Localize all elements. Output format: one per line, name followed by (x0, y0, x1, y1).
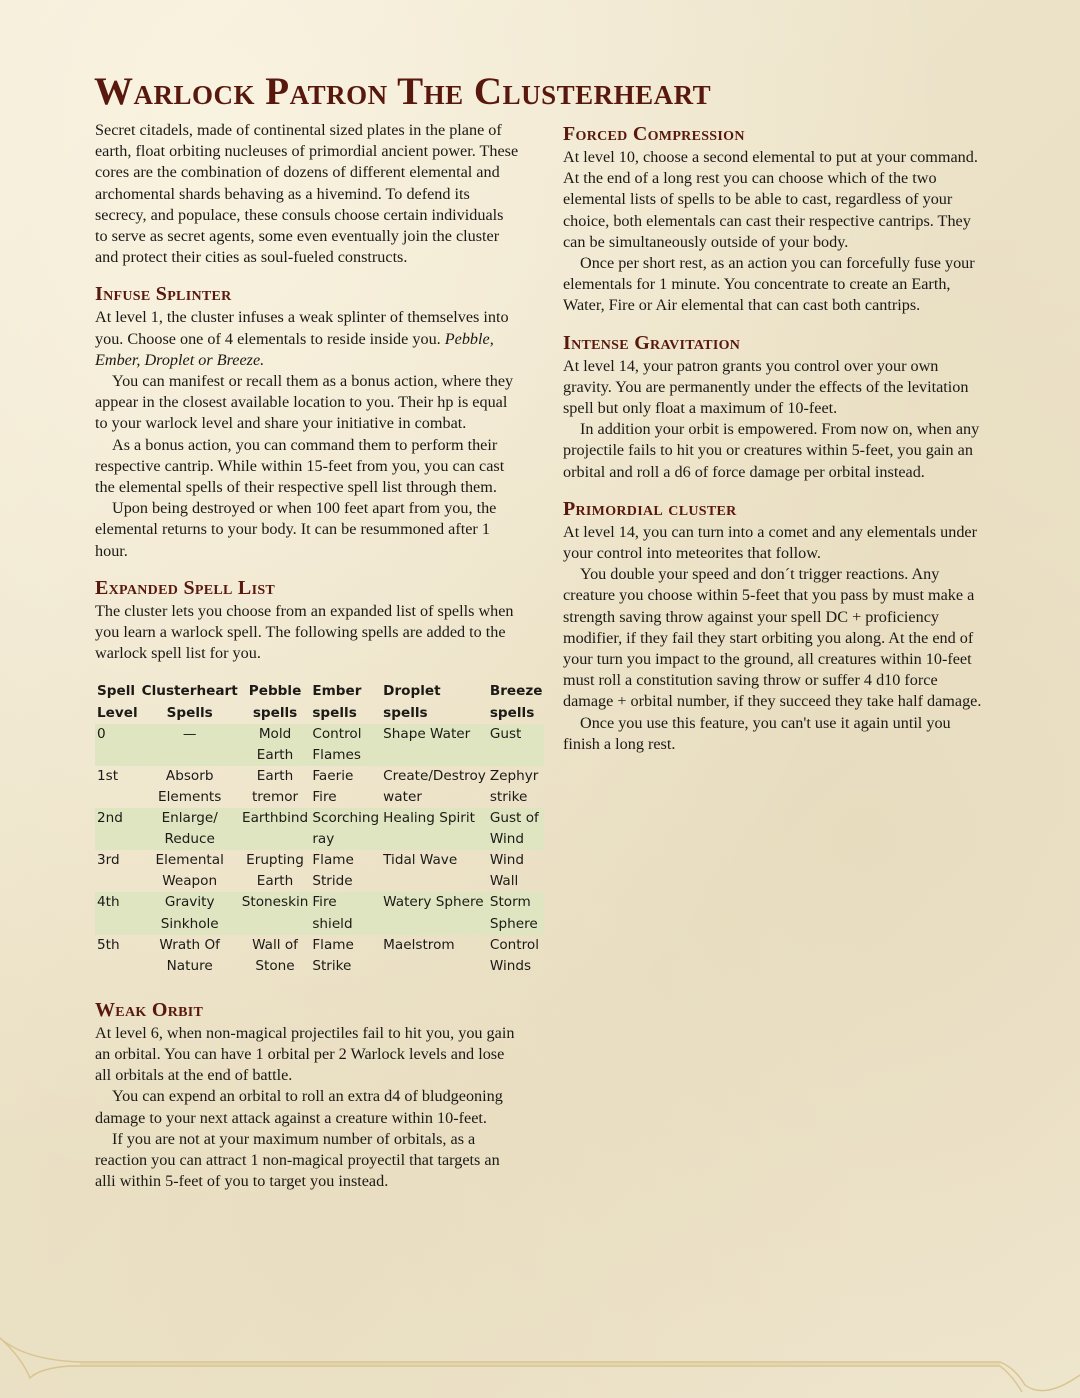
section-heading: Weak Orbit (95, 998, 204, 1021)
column-header: Spell Level (97, 683, 138, 721)
paragraph: In addition your orbit is empowered. From now on, when any projectile fails to hit you or creatures within 5-feet, you gain an orbital and roll a d6 of force damage per orbital instead. (563, 420, 980, 481)
footer-ornament-icon (0, 1320, 1080, 1398)
table-cell: Healing Spirit (381, 808, 488, 850)
primordial-cluster-section (563, 496, 988, 755)
table-header-row (95, 681, 544, 723)
table-cell: Stoneskin (240, 892, 311, 934)
paragraph: Once you use this feature, you can't use it again until you finish a long rest. (563, 713, 951, 753)
table-row (95, 766, 544, 808)
table-row (95, 724, 544, 766)
table-row (95, 808, 544, 850)
table-cell: Wind Wall (489, 852, 524, 890)
table-cell: 0 (95, 724, 140, 766)
table-cell: Maelstrom (383, 936, 455, 953)
table-cell: Erupting Earth (246, 852, 304, 890)
table-cell: Storm Sphere (488, 892, 545, 934)
table-cell: Elemental Weapon (155, 852, 224, 890)
paragraph (95, 307, 520, 371)
page-title: Warlock Patron The Clusterheart (94, 70, 712, 113)
column-header: Clusterheart Spells (141, 683, 238, 721)
column-header: Pebble spells (248, 683, 302, 721)
expanded-spell-list-section (95, 575, 543, 977)
table-cell: Wall of Stone (252, 936, 298, 974)
table-cell: Control Winds (489, 936, 539, 974)
table-cell: Scorching ray (310, 808, 381, 850)
table-cell: 4th (95, 892, 140, 934)
paragraph: Upon being destroyed or when 100 feet apart from you, the elemental returns to your body. It can be resummoned after 1 hour. (95, 499, 497, 560)
infuse-splinter-section (95, 281, 520, 561)
paragraph: At level 6, when non-magical projectiles fail to hit you, you gain an orbital. You can have 1 orbital per 2 Warlock levels and lose all orbitals at the end of battle. (95, 1023, 515, 1085)
paragraph: At level 14, you can turn into a comet and any elementals under your control into meteorites that follow. (563, 522, 977, 563)
table-cell: Zephyr strike (489, 767, 539, 805)
table-cell: Tidal Wave (383, 852, 458, 869)
column-header: Ember spells (312, 683, 362, 721)
table-cell: Create/Destroy water (383, 767, 486, 805)
table-cell: Mold Earth (240, 724, 311, 766)
paragraph: You can expend an orbital to roll an extra d4 of bludgeoning damage to your next attack against a creature within 10-feet. (95, 1087, 503, 1127)
table-cell: 3rd (97, 852, 120, 869)
table-cell: 2nd (95, 808, 140, 850)
intro-paragraph: Secret citadels, made of continental sized plates in the plane of earth, float orbiting nucleuses of primordial ancient power. These cores are the combination of dozens of different elemental and archomental shards behaving as a hivemind. To defend its secrecy, and populace, these consuls choose certain individuals to serve as secret agents, some even eventually join the cluster and protect their cities as soul-fueled constructs. (95, 121, 519, 267)
table-cell: Gust (488, 724, 545, 766)
table-row (95, 935, 544, 977)
table-row (95, 892, 544, 934)
left-column (95, 120, 543, 1192)
table-cell: 1st (97, 767, 119, 784)
paragraph: At level 14, your patron grants you control over your own gravity. You are permanently under the effects of the levitation spell but only float a maximum of 10-feet. (563, 356, 969, 418)
table-cell: Watery Sphere (381, 892, 488, 934)
intense-gravitation-section (563, 330, 988, 483)
paragraph: As a bonus action, you can command them to perform their respective cantrip. While within 15-feet from you, you can cast the elemental spells of their respective spell list through them. (95, 435, 505, 497)
paragraph: You double your speed and don´t trigger reactions. Any creature you choose within 5-feet that you pass by must make a strength saving throw against your spell DC + proficiency modifier, if they fail they start orbiting you along. At the end of your turn you impact to the ground, all creatures within 10-feet must roll a constitution saving throw or suffer 4 d10 force damage + orbital number, if they succeed they take half damage. (563, 565, 982, 711)
column-header: Breeze spells (489, 683, 543, 721)
table-cell: Faerie Fire (312, 767, 354, 805)
section-heading: Forced Compression (563, 123, 745, 145)
section-heading: Infuse Splinter (95, 283, 232, 306)
intro-section (95, 120, 520, 268)
table-cell: Gust of Wind (488, 808, 545, 850)
table-cell: Shape Water (381, 724, 488, 766)
table-cell: Gravity Sinkhole (140, 892, 240, 934)
forced-compression-section (563, 121, 988, 317)
spell-table (95, 681, 544, 976)
section-heading: Expanded Spell List (95, 576, 276, 599)
weak-orbit-section (95, 997, 520, 1193)
table-cell: — (140, 724, 240, 766)
paragraph: You can manifest or recall them as a bonus action, where they appear in the closest available location to you. Their hp is equal to your warlock level and share your initiative in combat. (95, 372, 514, 433)
paragraph: Once per short rest, as an action you can forcefully fuse your elementals for 1 minute. You concentrate to create an Earth, Water, Fire or Air elemental that can cast both cantrips. (563, 254, 975, 315)
paragraph: The cluster lets you choose from an expanded list of spells when you learn a warlock spell. The following spells are added to the warlock spell list for you. (95, 601, 514, 663)
table-cell: Control Flames (310, 724, 381, 766)
table-cell: Absorb Elements (157, 767, 222, 805)
table-cell: Wrath Of Nature (159, 936, 220, 974)
section-heading: Intense Gravitation (563, 331, 741, 354)
section-heading: Primordial cluster (563, 497, 737, 520)
right-column (563, 121, 988, 755)
column-header: Droplet spells (383, 683, 441, 721)
table-cell: Flame Strike (312, 936, 354, 974)
table-cell: Enlarge/ Reduce (140, 808, 240, 850)
table-cell: 5th (97, 936, 120, 953)
paragraph: At level 10, choose a second elemental to put at your command. At the end of a long rest you can choose which of the two elemental lists of spells to be able to cast, regardless of your choice, both elementals can cast their respective cantrips. They can be simultaneously outside of your body. (563, 148, 978, 251)
table-cell: Fire shield (310, 892, 381, 934)
table-row (95, 850, 544, 892)
table-cell: Earthbind (240, 808, 311, 850)
elemental-names: Pebble, Ember, Droplet or Breeze. (95, 329, 494, 369)
paragraph-text: At level 1, the cluster infuses a weak splinter of themselves into you. Choose one of 4 elementals to reside inside you. (95, 308, 509, 348)
table-cell: Flame Stride (312, 852, 354, 890)
paragraph: If you are not at your maximum number of orbitals, as a reaction you can attract 1 non-magical proyectil that targets an alli within 5-feet of you to target you instead. (95, 1129, 500, 1191)
table-cell: Earth tremor (251, 767, 299, 805)
